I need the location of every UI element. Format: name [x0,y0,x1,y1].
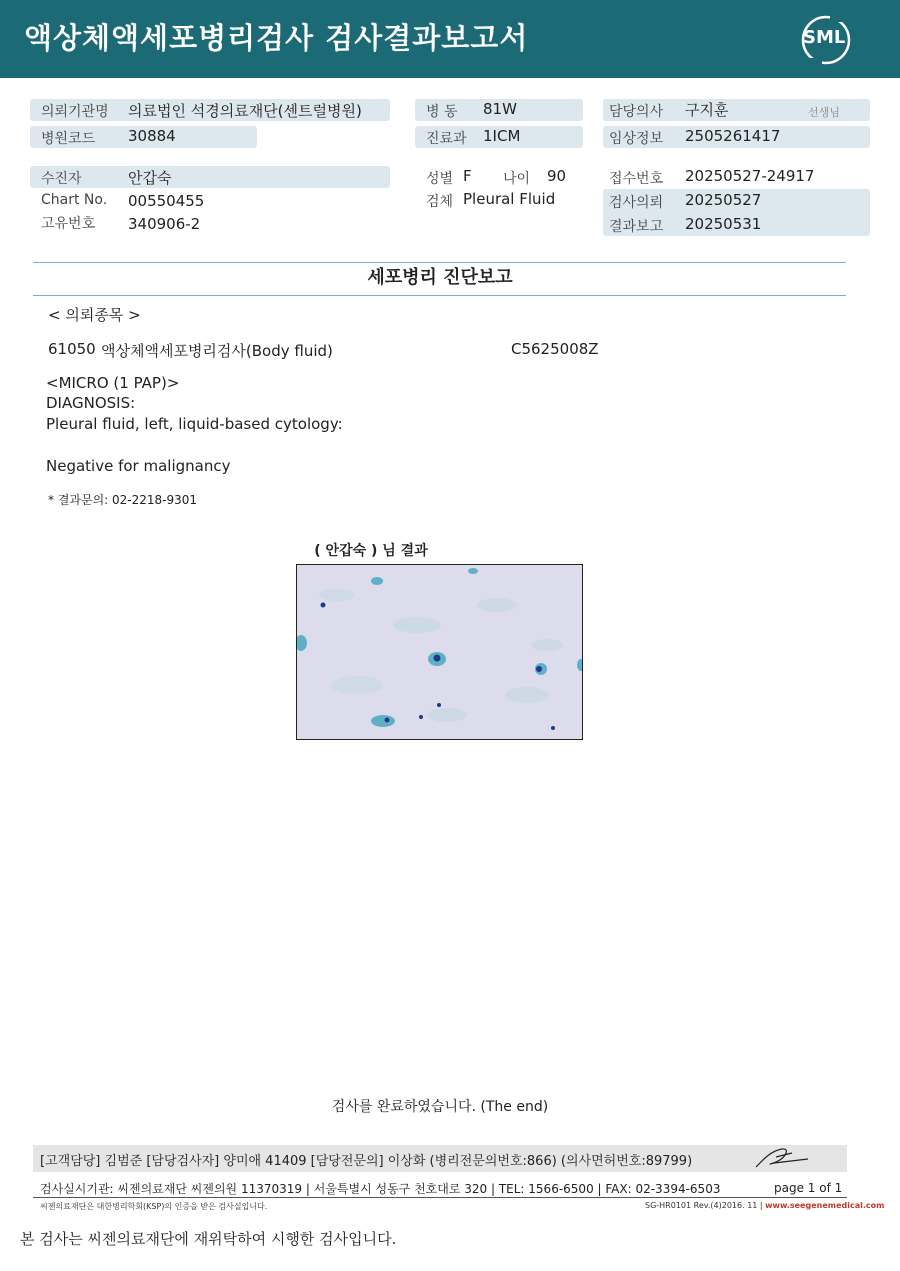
request-value: 20250527 [685,191,762,209]
chart-value: 00550455 [128,192,205,210]
doctor-label: 담당의사 [609,104,664,120]
page-number: page 1 of 1 [774,1181,843,1195]
end-text: 검사를 완료하였습니다. (The end) [331,1099,549,1115]
micro-label: <MICRO (1 PAP)> [46,374,180,392]
form-code: SG-HR0101 Rev.(4)2016. 11 | [645,1201,766,1210]
patient-label: 수진자 [41,171,82,187]
bottom-note: 본 검사는 씨젠의료재단에 재위탁하여 시행한 검사입니다. [20,1230,397,1248]
hospital-code-value: 30884 [128,127,176,145]
footer-staff-line: [고객담당] 김범준 [담당검사자] 양미애 41409 [담당전문의] 이상화 (병리전문의번호:866) (의사면허번호:89799) [40,1154,693,1169]
specimen-label: 검체 [426,194,454,210]
doctor-suffix: 선생님 [808,106,840,119]
report-label: 결과보고 [609,219,664,235]
section-bottom-rule [33,295,846,296]
section-title: 세포병리 진단보고 [367,267,513,288]
signature-icon [752,1143,812,1173]
test-id: C5625008Z [511,340,599,358]
footer-rule [33,1197,847,1198]
receipt-value: 20250527-24917 [685,167,815,185]
unique-label: 고유번호 [41,216,96,232]
footer-url[interactable]: www.seegenemedical.com [765,1201,885,1210]
doctor-value: 구지훈 [685,101,729,119]
test-code: 61050 [48,340,96,358]
test-name: 액상체액세포병리검사(Body fluid) [101,342,333,360]
hospital-code-label: 병원코드 [41,131,96,147]
image-caption: ( 안갑숙 ) 님 결과 [314,543,428,559]
ward-label: 병 동 [426,104,458,120]
order-header: < 의뢰종목 > [48,306,141,324]
specimen-value: Pleural Fluid [463,190,556,208]
inquiry-note: * 결과문의: 02-2218-9301 [48,493,198,507]
cytology-image [296,564,583,740]
footer-form-line [645,1201,884,1210]
footer-cert-line: 씨젠의료재단은 대한병리학회(KSP)의 인증을 받은 검사실입니다. [40,1202,268,1211]
institution-label: 의뢰기관명 [41,104,109,120]
header-bar [0,0,900,78]
department-label: 진료과 [426,131,467,147]
report-title: 액상체액세포병리검사 검사결과보고서 [24,21,529,55]
chart-label: Chart No. [41,192,108,208]
receipt-label: 접수번호 [609,171,664,187]
diagnosis-result: Negative for malignancy [46,457,231,475]
footer-lab-line: 검사실시기관: 씨젠의료재단 씨젠의원 11370319 | 서울특별시 성동구 천호대로 320 | TEL: 1566-6500 | FAX: 02-3394-6503 [40,1182,721,1196]
diagnosis-detail: Pleural fluid, left, liquid-based cytology: [46,415,343,433]
unique-value: 340906-2 [128,215,201,233]
sex-value: F [463,167,472,185]
patient-row [30,166,390,188]
department-value: 1ICM [483,127,521,145]
diagnosis-label: DIAGNOSIS: [46,394,136,412]
request-label: 검사의뢰 [609,195,664,211]
clinical-value: 2505261417 [685,127,781,145]
age-value: 90 [547,167,567,185]
age-label: 나이 [503,171,531,187]
logo-text: SML [803,27,846,48]
cytology-micrograph [297,565,583,740]
clinical-label: 임상정보 [609,131,664,147]
report-value: 20250531 [685,215,762,233]
institution-value: 의료법인 석경의료재단(센트럴병원) [128,102,362,120]
sex-label: 성별 [426,171,454,187]
ward-value: 81W [483,100,517,118]
patient-value: 안갑숙 [128,169,172,187]
